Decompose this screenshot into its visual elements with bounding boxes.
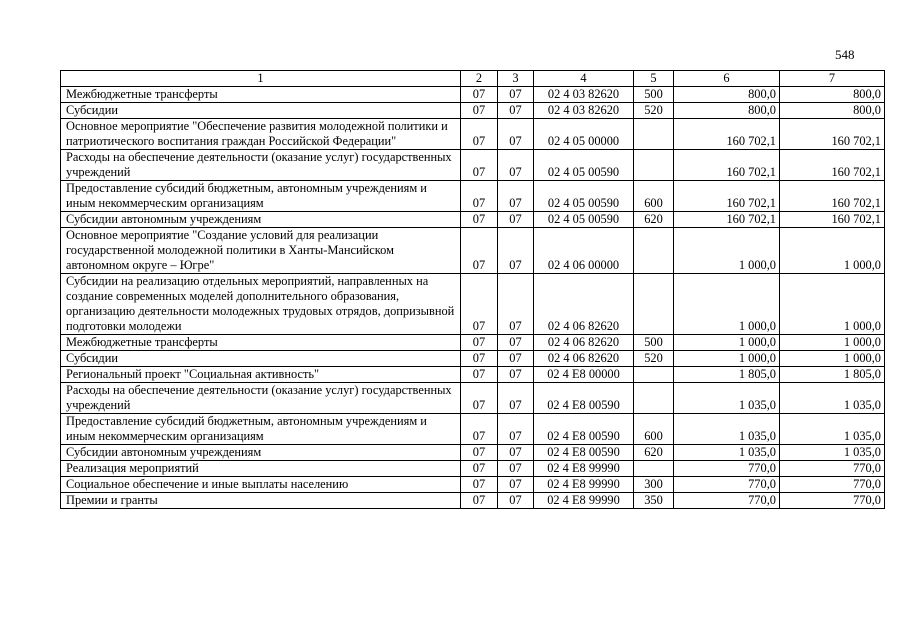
column-header: 2 <box>461 71 498 87</box>
subsection-code-cell: 07 <box>498 414 534 445</box>
target-article-cell: 02 4 E8 99990 <box>534 461 634 477</box>
section-code-cell: 07 <box>461 181 498 212</box>
expense-type-cell <box>634 383 674 414</box>
amount-col6-cell: 770,0 <box>674 461 780 477</box>
table-row <box>61 351 885 367</box>
section-code-cell: 07 <box>461 119 498 150</box>
expense-type-cell: 620 <box>634 212 674 228</box>
row-name-cell: Расходы на обеспечение деятельности (оказание услуг) государственных учреждений <box>61 383 461 414</box>
table-row <box>61 367 885 383</box>
row-name-cell: Субсидии <box>61 351 461 367</box>
table-row <box>61 150 885 181</box>
target-article-cell: 02 4 05 00000 <box>534 119 634 150</box>
target-article-cell: 02 4 05 00590 <box>534 150 634 181</box>
expense-type-cell: 500 <box>634 87 674 103</box>
expense-type-cell <box>634 274 674 335</box>
budget-table <box>60 70 885 509</box>
column-header: 5 <box>634 71 674 87</box>
table-row <box>61 274 885 335</box>
row-name-cell: Региональный проект "Социальная активность" <box>61 367 461 383</box>
column-header: 4 <box>534 71 634 87</box>
amount-col7-cell: 770,0 <box>780 477 885 493</box>
amount-col7-cell: 160 702,1 <box>780 212 885 228</box>
table-row <box>61 87 885 103</box>
section-code-cell: 07 <box>461 414 498 445</box>
target-article-cell: 02 4 06 82620 <box>534 351 634 367</box>
amount-col7-cell: 770,0 <box>780 493 885 509</box>
expense-type-cell: 520 <box>634 351 674 367</box>
section-code-cell: 07 <box>461 367 498 383</box>
target-article-cell: 02 4 06 00000 <box>534 228 634 274</box>
amount-col6-cell: 1 000,0 <box>674 335 780 351</box>
section-code-cell: 07 <box>461 87 498 103</box>
expense-type-cell <box>634 150 674 181</box>
amount-col7-cell: 800,0 <box>780 103 885 119</box>
section-code-cell: 07 <box>461 461 498 477</box>
expense-type-cell <box>634 461 674 477</box>
header-row <box>61 71 885 87</box>
amount-col6-cell: 770,0 <box>674 477 780 493</box>
amount-col6-cell: 160 702,1 <box>674 212 780 228</box>
amount-col7-cell: 800,0 <box>780 87 885 103</box>
column-header: 6 <box>674 71 780 87</box>
subsection-code-cell: 07 <box>498 367 534 383</box>
row-name-cell: Субсидии на реализацию отдельных мероприятий, направленных на создание современных моделей дополнительного образования, организацию деятельности молодежных трудовых отрядов, допризывной подготовки молодежи <box>61 274 461 335</box>
expense-type-cell: 350 <box>634 493 674 509</box>
subsection-code-cell: 07 <box>498 150 534 181</box>
row-name-cell: Реализация мероприятий <box>61 461 461 477</box>
amount-col7-cell: 1 000,0 <box>780 335 885 351</box>
subsection-code-cell: 07 <box>498 477 534 493</box>
target-article-cell: 02 4 03 82620 <box>534 103 634 119</box>
expense-type-cell <box>634 228 674 274</box>
amount-col7-cell: 1 035,0 <box>780 414 885 445</box>
expense-type-cell: 600 <box>634 181 674 212</box>
expense-type-cell: 520 <box>634 103 674 119</box>
subsection-code-cell: 07 <box>498 103 534 119</box>
column-header: 1 <box>61 71 461 87</box>
amount-col6-cell: 1 000,0 <box>674 228 780 274</box>
target-article-cell: 02 4 06 82620 <box>534 274 634 335</box>
table-row <box>61 103 885 119</box>
section-code-cell: 07 <box>461 150 498 181</box>
amount-col6-cell: 1 000,0 <box>674 351 780 367</box>
section-code-cell: 07 <box>461 103 498 119</box>
row-name-cell: Предоставление субсидий бюджетным, автономным учреждениям и иным некоммерческим организациям <box>61 414 461 445</box>
row-name-cell: Субсидии автономным учреждениям <box>61 445 461 461</box>
expense-type-cell: 500 <box>634 335 674 351</box>
section-code-cell: 07 <box>461 335 498 351</box>
row-name-cell: Межбюджетные трансферты <box>61 87 461 103</box>
column-header: 7 <box>780 71 885 87</box>
amount-col6-cell: 770,0 <box>674 493 780 509</box>
subsection-code-cell: 07 <box>498 119 534 150</box>
target-article-cell: 02 4 E8 99990 <box>534 493 634 509</box>
target-article-cell: 02 4 E8 00590 <box>534 445 634 461</box>
row-name-cell: Социальное обеспечение и иные выплаты населению <box>61 477 461 493</box>
subsection-code-cell: 07 <box>498 461 534 477</box>
subsection-code-cell: 07 <box>498 87 534 103</box>
amount-col6-cell: 160 702,1 <box>674 119 780 150</box>
table-row <box>61 228 885 274</box>
amount-col6-cell: 160 702,1 <box>674 150 780 181</box>
expense-type-cell: 300 <box>634 477 674 493</box>
subsection-code-cell: 07 <box>498 445 534 461</box>
subsection-code-cell: 07 <box>498 212 534 228</box>
amount-col7-cell: 160 702,1 <box>780 181 885 212</box>
amount-col7-cell: 770,0 <box>780 461 885 477</box>
section-code-cell: 07 <box>461 445 498 461</box>
table-row <box>61 335 885 351</box>
target-article-cell: 02 4 05 00590 <box>534 212 634 228</box>
section-code-cell: 07 <box>461 383 498 414</box>
amount-col7-cell: 1 035,0 <box>780 383 885 414</box>
amount-col6-cell: 1 000,0 <box>674 274 780 335</box>
amount-col6-cell: 1 805,0 <box>674 367 780 383</box>
expense-type-cell: 620 <box>634 445 674 461</box>
table-row <box>61 383 885 414</box>
amount-col6-cell: 1 035,0 <box>674 445 780 461</box>
target-article-cell: 02 4 06 82620 <box>534 335 634 351</box>
table-row <box>61 181 885 212</box>
amount-col6-cell: 1 035,0 <box>674 414 780 445</box>
expense-type-cell: 600 <box>634 414 674 445</box>
section-code-cell: 07 <box>461 228 498 274</box>
table-row <box>61 461 885 477</box>
amount-col6-cell: 800,0 <box>674 103 780 119</box>
table-row <box>61 212 885 228</box>
table-row <box>61 477 885 493</box>
amount-col6-cell: 160 702,1 <box>674 181 780 212</box>
section-code-cell: 07 <box>461 212 498 228</box>
subsection-code-cell: 07 <box>498 228 534 274</box>
amount-col7-cell: 160 702,1 <box>780 119 885 150</box>
expense-type-cell <box>634 367 674 383</box>
section-code-cell: 07 <box>461 493 498 509</box>
row-name-cell: Основное мероприятие "Создание условий для реализации государственной молодежной политики в Ханты-Мансийском автономном округе – Югре" <box>61 228 461 274</box>
row-name-cell: Расходы на обеспечение деятельности (оказание услуг) государственных учреждений <box>61 150 461 181</box>
row-name-cell: Субсидии <box>61 103 461 119</box>
amount-col6-cell: 800,0 <box>674 87 780 103</box>
column-header: 3 <box>498 71 534 87</box>
amount-col7-cell: 160 702,1 <box>780 150 885 181</box>
target-article-cell: 02 4 03 82620 <box>534 87 634 103</box>
subsection-code-cell: 07 <box>498 383 534 414</box>
subsection-code-cell: 07 <box>498 274 534 335</box>
expense-type-cell <box>634 119 674 150</box>
row-name-cell: Основное мероприятие "Обеспечение развития молодежной политики и патриотического воспитания граждан Российской Федерации" <box>61 119 461 150</box>
amount-col7-cell: 1 035,0 <box>780 445 885 461</box>
table-row <box>61 493 885 509</box>
table-row <box>61 119 885 150</box>
row-name-cell: Премии и гранты <box>61 493 461 509</box>
subsection-code-cell: 07 <box>498 493 534 509</box>
amount-col7-cell: 1 000,0 <box>780 274 885 335</box>
row-name-cell: Предоставление субсидий бюджетным, автономным учреждениям и иным некоммерческим организациям <box>61 181 461 212</box>
target-article-cell: 02 4 E8 00000 <box>534 367 634 383</box>
subsection-code-cell: 07 <box>498 181 534 212</box>
amount-col6-cell: 1 035,0 <box>674 383 780 414</box>
target-article-cell: 02 4 E8 00590 <box>534 383 634 414</box>
amount-col7-cell: 1 000,0 <box>780 351 885 367</box>
target-article-cell: 02 4 E8 99990 <box>534 477 634 493</box>
subsection-code-cell: 07 <box>498 351 534 367</box>
table-row <box>61 445 885 461</box>
target-article-cell: 02 4 05 00590 <box>534 181 634 212</box>
target-article-cell: 02 4 E8 00590 <box>534 414 634 445</box>
section-code-cell: 07 <box>461 274 498 335</box>
amount-col7-cell: 1 805,0 <box>780 367 885 383</box>
section-code-cell: 07 <box>461 351 498 367</box>
subsection-code-cell: 07 <box>498 335 534 351</box>
section-code-cell: 07 <box>461 477 498 493</box>
amount-col7-cell: 1 000,0 <box>780 228 885 274</box>
table-row <box>61 414 885 445</box>
row-name-cell: Субсидии автономным учреждениям <box>61 212 461 228</box>
page-number: 548 <box>835 47 855 62</box>
row-name-cell: Межбюджетные трансферты <box>61 335 461 351</box>
